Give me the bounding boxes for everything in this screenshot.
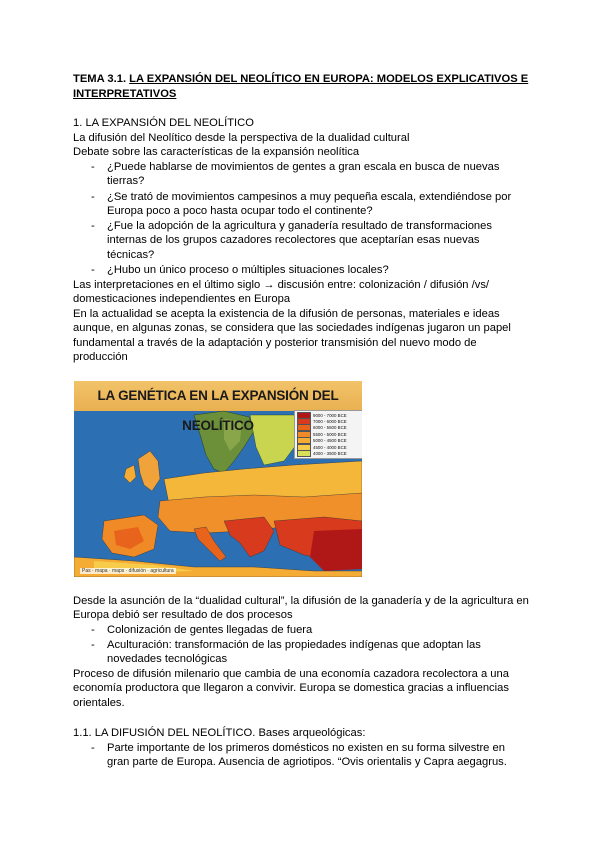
map-legend bbox=[294, 410, 362, 459]
bullet-text: técnicas? bbox=[107, 249, 155, 261]
title-line-1: LA EXPANSIÓN DEL NEOLÍTICO EN EUROPA: MODELOS EXPLICATIVOS E bbox=[129, 73, 529, 85]
bullet-dash: - bbox=[91, 220, 95, 232]
map-title: LA GENÉTICA EN LA EXPANSIÓN DEL NEOLÍTICO bbox=[97, 388, 339, 433]
bullet-text: Colonización de gentes llegadas de fuera bbox=[107, 624, 313, 636]
bullet-text: gran parte de Europa. Ausencia de agriotipos. “Ovis orientalis y Capra aegagrus. bbox=[107, 756, 507, 768]
paragraph: Debate sobre las características de la expansión neolítica bbox=[73, 146, 360, 158]
bullet-text: tierras? bbox=[107, 175, 145, 187]
paragraph: En la actualidad se acepta la existencia de la difusión de personas, materiales e ideas bbox=[73, 308, 500, 320]
legend-label: 6000 - 5500 BCE bbox=[313, 425, 347, 431]
paragraph: La difusión del Neolítico desde la perspectiva de la dualidad cultural bbox=[73, 132, 410, 144]
bullet-text: internas de los grupos cazadores recolectores que aceptarían esas nuevas bbox=[107, 234, 480, 246]
bullet-text: ¿Se trató de movimientos campesinos a muy pequeña escala, extendiéndose por bbox=[107, 191, 512, 203]
legend-item bbox=[297, 450, 362, 456]
bullet-text: ¿Hubo un único proceso o múltiples situaciones locales? bbox=[107, 264, 389, 276]
legend-label: 5500 - 5000 BCE bbox=[313, 431, 347, 437]
legend-label: 9000 - 7000 BCE bbox=[313, 412, 347, 418]
bullet-text: Europa poco a poco hasta ocupar todo el continente? bbox=[107, 205, 373, 217]
neolithic-genetics-map bbox=[74, 381, 362, 577]
bullet-dash: - bbox=[91, 161, 95, 173]
section-heading: 1. LA EXPANSIÓN DEL NEOLÍTICO bbox=[73, 117, 254, 129]
title-separator: . bbox=[122, 73, 130, 85]
title-prefix: TEMA 3.1 bbox=[73, 73, 123, 85]
paragraph: Las interpretaciones en el último siglo → discusión entre: colonización / difusión /vs/ bbox=[73, 279, 490, 291]
bullet-text: ¿Puede hablarse de movimientos de gentes a gran escala en busca de nuevas bbox=[107, 161, 500, 173]
paragraph: Desde la asunción de la “dualidad cultural”, la difusión de la ganadería y de la agricultura en bbox=[73, 595, 529, 607]
paragraph: orientales. bbox=[73, 697, 125, 709]
paragraph: domesticaciones independientes en Europa bbox=[73, 293, 291, 305]
bullet-dash: - bbox=[91, 639, 95, 651]
paragraph: Europa debió ser resultado de dos procesos bbox=[73, 609, 293, 621]
paragraph: fundamental a través de la adaptación y posterior transmisión del nuevo modo de bbox=[73, 337, 477, 349]
bullet-dash: - bbox=[91, 624, 95, 636]
legend-label: 5000 - 4500 BCE bbox=[313, 438, 347, 444]
section-heading: 1.1. LA DIFUSIÓN DEL NEOLÍTICO. Bases arqueológicas: bbox=[73, 727, 366, 739]
bullet-dash: - bbox=[91, 191, 95, 203]
title-line-2: INTERPRETATIVOS bbox=[73, 88, 177, 100]
map-caption: Pas · mapa · maps · difusión · agricultura bbox=[82, 568, 174, 574]
legend-swatch bbox=[297, 450, 311, 457]
paragraph: economía productora que llegaron a convivir. Europa se domestica gracias a influencias bbox=[73, 682, 509, 694]
bullet-dash: - bbox=[91, 742, 95, 754]
bullet-text: Parte importante de los primeros domésticos no existen en su forma silvestre en bbox=[107, 742, 505, 754]
legend-label: 7000 - 6000 BCE bbox=[313, 419, 347, 425]
bullet-dash: - bbox=[91, 264, 95, 276]
legend-label: 4000 - 3500 BCE bbox=[313, 451, 347, 457]
document-title bbox=[73, 72, 528, 86]
bullet-text: novedades tecnológicas bbox=[107, 653, 228, 665]
paragraph: Proceso de difusión milenario que cambia de una economía cazadora recolectora a una bbox=[73, 668, 509, 680]
paragraph: aunque, en algunas zonas, se considera que las sociedades indígenas jugaron un papel bbox=[73, 322, 511, 334]
bullet-text: Aculturación: transformación de las propiedades indígenas que adoptan las bbox=[107, 639, 481, 651]
bullet-text: ¿Fue la adopción de la agricultura y ganadería resultado de transformaciones bbox=[107, 220, 492, 232]
paragraph: producción bbox=[73, 351, 128, 363]
legend-label: 4500 - 4000 BCE bbox=[313, 444, 347, 450]
